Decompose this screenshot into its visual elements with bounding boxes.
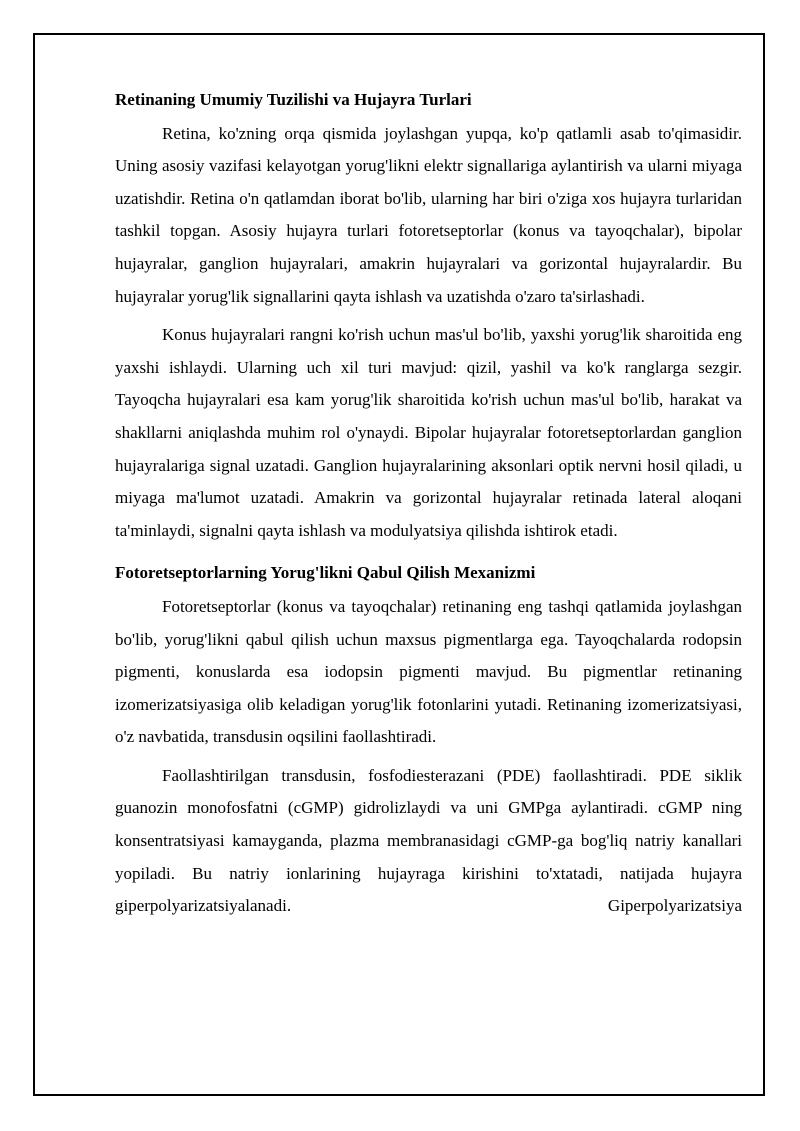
document-body bbox=[115, 84, 742, 923]
section-heading-retina-structure: Retinaning Umumiy Tuzilishi va Hujayra Turlari bbox=[115, 90, 472, 109]
paragraph-retina-overview: Retina, ko'zning orqa qismida joylashgan yupqa, ko'p qatlamli asab to'qimasidir. Uning asosiy vazifasi kelayotgan yorug'likni elektr signallariga aylantirish va ularni miyaga uzatishdir. Retina o'n qatlamdan iborat bo'lib, ularning har biri o'ziga xos hujayra turlaridan tashkil topgan. Asosiy hujayra turlari fotoretseptorlar (konus va tayoqchalar), bipolar hujayralar, ganglion hujayralari, amakrin hujayralari va gorizontal hujayralardir. Bu hujayralar yorug'lik signallarini qayta ishlash va uzatishda o'zaro ta'sirlashadi. bbox=[115, 123, 742, 306]
paragraph-transducin-cascade: Faollashtirilgan transdusin, fosfodiesterazani (PDE) faollashtiradi. PDE siklik guanozin monofosfatni (cGMP) gidrolizlaydi va uni GMPga aylantiradi. cGMP ning konsentratsiyasi kamayganda, plazma membranasidagi cGMP-ga bog'liq natriy kanallari yopiladi. Bu natriy ionlarining hujayraga kirishini to'xtatadi, natijada hujayra giperpolyarizatsiyalanadi. Giperpolyarizatsiya bbox=[115, 765, 742, 916]
section-heading-photoreceptor-mechanism: Fotoretseptorlarning Yorug'likni Qabul Qilish Mexanizmi bbox=[115, 563, 536, 583]
paragraph-photoreceptors: Fotoretseptorlar (konus va tayoqchalar) retinaning eng tashqi qatlamida joylashgan bo'lib, yorug'likni qabul qilish uchun maxsus pigmentlarga ega. Tayoqchalarda rodopsin pigmenti, konuslarda esa iodopsin pigmenti mavjud. Bu pigmentlar retinaning izomerizatsiyasiga olib keladigan yorug'lik fotonlarini yutadi. Retinaning izomerizatsiyasi, o'z navbatida, transdusin oqsilini faollashtiradi. bbox=[115, 596, 742, 747]
paragraph-cell-types: Konus hujayralari rangni ko'rish uchun mas'ul bo'lib, yaxshi yorug'lik sharoitida eng yaxshi ishlaydi. Ularning uch xil turi mavjud: qizil, yashil va ko'k ranglarga sezgir. Tayoqcha hujayralari esa kam yorug'lik sharoitida ko'rish uchun mas'ul bo'lib, harakat va shakllarni aniqlashda muhim rol o'ynaydi. Bipolar hujayralar fotoretseptorlardan ganglion hujayralariga signal uzatadi. Ganglion hujayralarining aksonlari optik nervni hosil qiladi, u miyaga ma'lumot uzatadi. Amakrin va gorizontal hujayralar retinada lateral aloqani ta'minlaydi, signalni qayta ishlash va modulyatsiya qilishda ishtirok etadi. bbox=[115, 325, 742, 540]
